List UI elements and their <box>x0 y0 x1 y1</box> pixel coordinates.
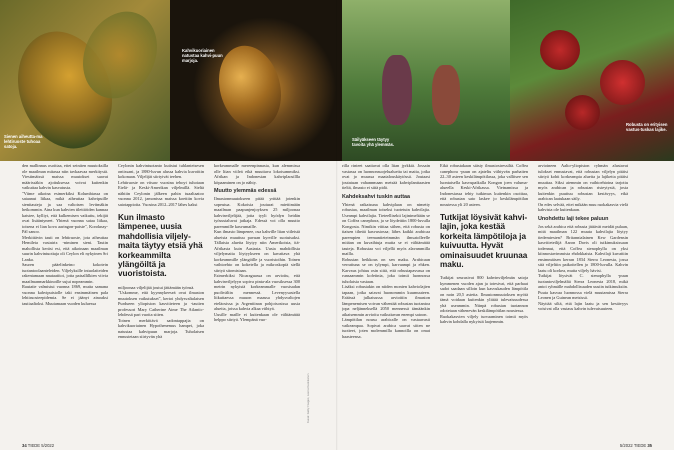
paragraph: Uusille maille ei kuitenkaan ole välttämättä helppo siirtyä. Ylempänä vuo- <box>214 311 300 322</box>
caption-3: Säilyäkseen täytyy tavoita yhä ylemmäs. <box>352 137 395 148</box>
paragraph: miljoonaa viljelijää joutui jättämään työnsä. <box>118 284 195 290</box>
paragraph: Sauren pääelinkeino kokotein tuotantoolaanteleiden. Viljelyksille intuolaiteiden rakentamaan nautaatitoi, jotta paisallilkien viivia maailmanmarkkinoille sujui nopeammin. <box>22 262 108 284</box>
column-2 <box>118 163 204 438</box>
paragraph: Esimerkiksi Nicaraguassa on arvioitu, että kahvinviljelyyn sopiva pinta-ala vuosiksessa 300 metrin nykyistä korkeammalle vuosisadan puoliväliin mennessä. Levenyysastella liikuttaessa muuon maassa yhdysvaltojen eteläosissa ja Argentiinan pohjoisosissa uusia alueita, joissa kahvia alkaa viihtyä. <box>214 273 300 311</box>
paragraph: Toinen merkittävä sadontappajia on kahvikuoriainen Hypothenemus hampei, joka natustaa kahvipuun marjoja. Tuholaisen ennustetaan siirtyvän yhä <box>118 317 204 340</box>
paragraph: Lehtiruoste on vitsaw vuosina teboyt tuhoiaan Etelä- ja Keski-Amerikan viljelmillä. Sieltä nähtiin Ceylonin jälkeen pahin tuaaltaatoo vuonna 2012, jamonissa maissa koettiin kovia satotappioita. Vuosina 2012–2017 lähes kaksi <box>118 179 204 207</box>
paragraph: Rautatie valmistui vuonna 1869, mutta samana vuonna kahvipuistolle taki ensimmäinen pala lehtiruosteepidemia. Se ei jäänyt ainoaksi tautiaaltoksi. Muutamaan vuoden kuluessa <box>22 284 108 306</box>
paragraph: Tutkijat löysivät C. stenophylla -puun tuotantoviljelmältä Sierra Leonesta 2018, mikä antoi ryhmälle mahdollisuuden uusiin tutkimuksiin. Puuta kasvaa luonnossa vielä muutamissa Sierra Leonen ja Guinean metsissä. <box>538 273 628 300</box>
column-1 <box>22 163 108 438</box>
column-6 <box>538 163 628 438</box>
paragraph: Jos sekä arabica että robusta jättävät meidät pulaan, mitä maailman 122 muuta kahvilajia löytyy tiedemiesten? Britannialainen Kew Gardensin kasvitieteilijä Aaron Davis oli tutkimuksissaan todennut, että Coffea stenophylla on yksi kiinnostavimmista ehdokkaista. Kahvilaji kuvattiin ensimmäisen kerran 1834 Sierra Leonesta, jossa sitä viljeltiin paikoitellen jo 1800-luvulla. Kahvin laatu oli korkea, mutta viljely hävisi. <box>538 223 628 273</box>
paragraph: Lisäksi robustakin on niiden monien kahviolajien tapaan, jotka satavat huonommin kuumuuteen. Eräässä julkaisussa arvioitiin ilmaston lämpenemisen voivan vähentää robustan tuotantoa jopa neljänneksellä 2050 mennessä tämäänkin aikaisemmin arvioitu vaikuttavan enempi satoon. <box>342 284 430 317</box>
paragraph: Ceylonin kahvintuotanto kutistui tuhlanteisesen ontissani, ja 1880-luvun alussa kahvia kuvoittin kokonaan. Viljelijät siirtyivät teehen. <box>118 163 204 179</box>
coffee-pickers-photo <box>342 0 510 161</box>
page-number-left: 34 <box>22 443 27 448</box>
paragraph: "Viime aikoina esimerkiksi Kolumbiassa on sataanut liikaa, mikä aiheuttaa kahvipuille sienitauteja ja saa valtoisen levitmäkin heikommin. Aina kun kahvien tilettiöiden kannaa katstee, kylliyt, että kulkemisen vaikuttu, tekijät ovat lisääntyneet. Yhtenä vuonna sataa liikaa, toisena ei lian kova aaringon-paiste", Koroknay-Pál sanoo. <box>22 190 108 234</box>
paragraph: On edes selvää, ettei mikään muu ruokakasvia vielä kahvista ole kuitenkaan. <box>538 201 628 212</box>
coffee-beetle-photo <box>170 0 342 161</box>
page-number-right: 35 <box>647 443 652 448</box>
paragraph: Ruokakasvien viljely turvaaminen toimii myös kahvin kohdalla nykyistä laajemmin. <box>440 313 528 325</box>
paragraph: korkeammalle mereenpinnasta, kun alemmissa olle liian viileä eikä muuttava lokoisammiksi. Afrikan ja Indonesian kahviplaosillla köpaaminen on jo nähty. <box>214 163 300 185</box>
paragraph: Eikä robustakaan siästy ilmastostressiltä. Coffea canephora -puun on ajateltu viihtyvän parhaiten 22–30 asteen keskilämpötilassa, joka vallitsee sen luontaisella kasvupaikalla Kongon joen valuma-alueella Keski-Afrikassa. Vietnamissa ja Indonesiassa tehty tutkimus kuitenkin osoittaa, että robustan sato laskee jo keskilämpötilan noustessa yli 20 asteen. <box>440 163 528 207</box>
paragraph: arvioineen Aalto-yliopiston ryhmän alustavat tulokset ennustavat, että robustan viljelyn pitäisi siirtyä kohti korkeampia alueita ja lajiketta pitäisi muuttaa. Siksi aiemmin on vaihtoehtoina tarjottu myös arabican ja robustan risteytystä, josta kuitenkin puuttuu robustan kestävyys, eikä arabican laatukaan säily. <box>538 163 628 201</box>
caption-4: Robusta on erityisen vastus-tuskas lajike. <box>626 122 668 133</box>
paragraph: den mallinnus osoittaa, ettei seiniten muutoksilla ole maailman mitassa niin tavkaavaa merkitystä. Viestimäissä maissa muutokset saavat määrissäkin ajoituksessa voivat kuitenkin vaikuttaa kahvin kasvatusta. <box>22 163 108 190</box>
subheading-1: Muutto ylemmäs edessä <box>214 188 277 194</box>
footer-left <box>22 443 54 448</box>
paragraph: rilla rinteet saattavat olla liian jyrkkiä. Jossain vastassa on luonnonsuojelualueita tai maita, jotka ovat jo muussa maatalouskäytössä. Joutaasi joutatuan vahannmaan metsää kahviplanttaasien tieltä, ilmasto ei siitä pidä. <box>342 163 430 190</box>
paragraph: Robustan heikkous on sen maku. Arabicaan verrattuna se on tylympi, karvaampi ja ehken. Karvaus johtuu osin siitä, että robustapavussa on runsaammin kofeiinia, joka toimii luonnossa tuholaisia vastaan. <box>342 256 430 284</box>
article-body <box>0 163 674 438</box>
footer-right <box>620 443 652 448</box>
paragraph: "Uskomme, että kyynnykeeseä ovat ilmaston muutoksen vaikutukset", kertoi yhdysvaltalaisen Purdueen yliopiston kasvitieteen ja -tautien professori Mary Catherine Aime The Atlantic-lehdessä pari vuotta sitten. <box>118 290 204 318</box>
photo-credit: Kuvat: Getty Images, Leena Kuokkanen <box>306 373 310 423</box>
leaf-rust-photo <box>0 0 170 161</box>
paragraph: Yhtenä ratkaisuna kahviplaan on nimetty robustaa, maailman toiseksi tuotetuin kahvilajia. Useampi kahvilajia. Tieteellisekti lajinimeltään se on Coffea canephora, ja se löydettiin 1800-luvulla Kongosta. Nimikin viittaa siihen, että robusta on tiaisen tiheää kasvustossa; lähes kaikki arabicaa parempien teemantieteimmän ilmsatolleelle mitäan on kuvaihtuja mutta se ei välttämättä tauteja. Robustaa voi viljellä myös alavammilla mailla. <box>342 201 430 256</box>
paragraph: Lämpötilan nousu arabicalle on vastaavasti vaikeampaa. Sopivat arabica saavat sitten ne tuotteet, joten molemmilla kannoilla on omat haasteensa. <box>342 317 430 339</box>
caption-1: Sienen aiheutta-ma lehtiruoste tuhoaa satoja. <box>4 134 43 150</box>
magazine-issue-right: 5/2022 TIEDE <box>619 443 647 448</box>
column-5 <box>440 163 528 438</box>
paragraph: Ilmastonmuutokseen pitää yrittää jotenkin sopeutua. Kokoisia jouturat miettimään maailman paapunjenjoyksen 25 miljoonaa kahvinviljelijää, jotta tyyli hyödyn heidän työsustaluvat jatkaja. Edessä voi olla muutto paremmille kasvumaille. <box>214 196 300 229</box>
column-4 <box>342 163 430 438</box>
subheading-2: Kahdeksahvi tuskin auttaa <box>342 193 411 200</box>
subheading-3: Unohdettu laji tekee paluun <box>538 215 609 222</box>
column-3 <box>214 163 300 438</box>
pull-quote-2: Tutkijat löysivät kahvi-lajin, joka kestää korkeita lämpötiloja ja kuivuutta. Hyvät ominaisuudet kruunaa maku. <box>440 213 528 270</box>
caption-2: Kahvikuoriainen natustaa kahvi-puun marjoja. <box>182 48 223 64</box>
magazine-issue-left: TIEDE 5/2022 <box>27 443 55 448</box>
paragraph: Kun ilmasto lämpenee, osa kahville liian viileistä alueista muuttuu pavuan kyrville suotuisaksi. Tällaisia alueita löytyy niin Amerikoista, itä-Afrikasta kuin Aasiasta. Uusia mahdollisia viljelymaita löytyykseen on kavattava yhä korkeammille ylängöille ja vuoristoihin. Toinen vaihtoehto on kokeiella ja mikroskopiä siellä siirtyä sitomistaan. <box>214 229 300 273</box>
paragraph: Tutkijat seurasivat 800 kahvinviljelmän satoja kymmenen vuoden ajan ja totesivat, että parhaat sadot saadaan silloin kun kasvukauden lämpötila on noin 20,5 astetta. Ilmastonmuutoksen myötä tämä voidaan kuitenkin ylittää tulevaisuudessa yhä useammin. Niinpä robustan tuotannon odotetaan vähenevän keskilämpötilan noustessa. <box>440 275 528 314</box>
paragraph: Merkittävin tauti on lehtiruoste, jota aiheuttaa Hemileia vastatrix -niminen sieni. Tautin mahollista keräsi esi, että aikoinaan maailman suurin kahvintuottaja oli Ceylon eli nykyinen Sri Lanka. <box>22 234 108 262</box>
pull-quote-1: Kun ilmasto lämpenee, uusia mahdollisia viljely-maita täytyy etsiä yhä korkeammilta ylängöiltä ja vuoristoista. <box>118 213 203 279</box>
paragraph: Näyttää siltä, että lajin laatu ja sen kestävyys voisivat olla vastaus kahvin tulevaisuuteen. <box>538 300 628 311</box>
robusta-berries-photo <box>510 0 674 161</box>
